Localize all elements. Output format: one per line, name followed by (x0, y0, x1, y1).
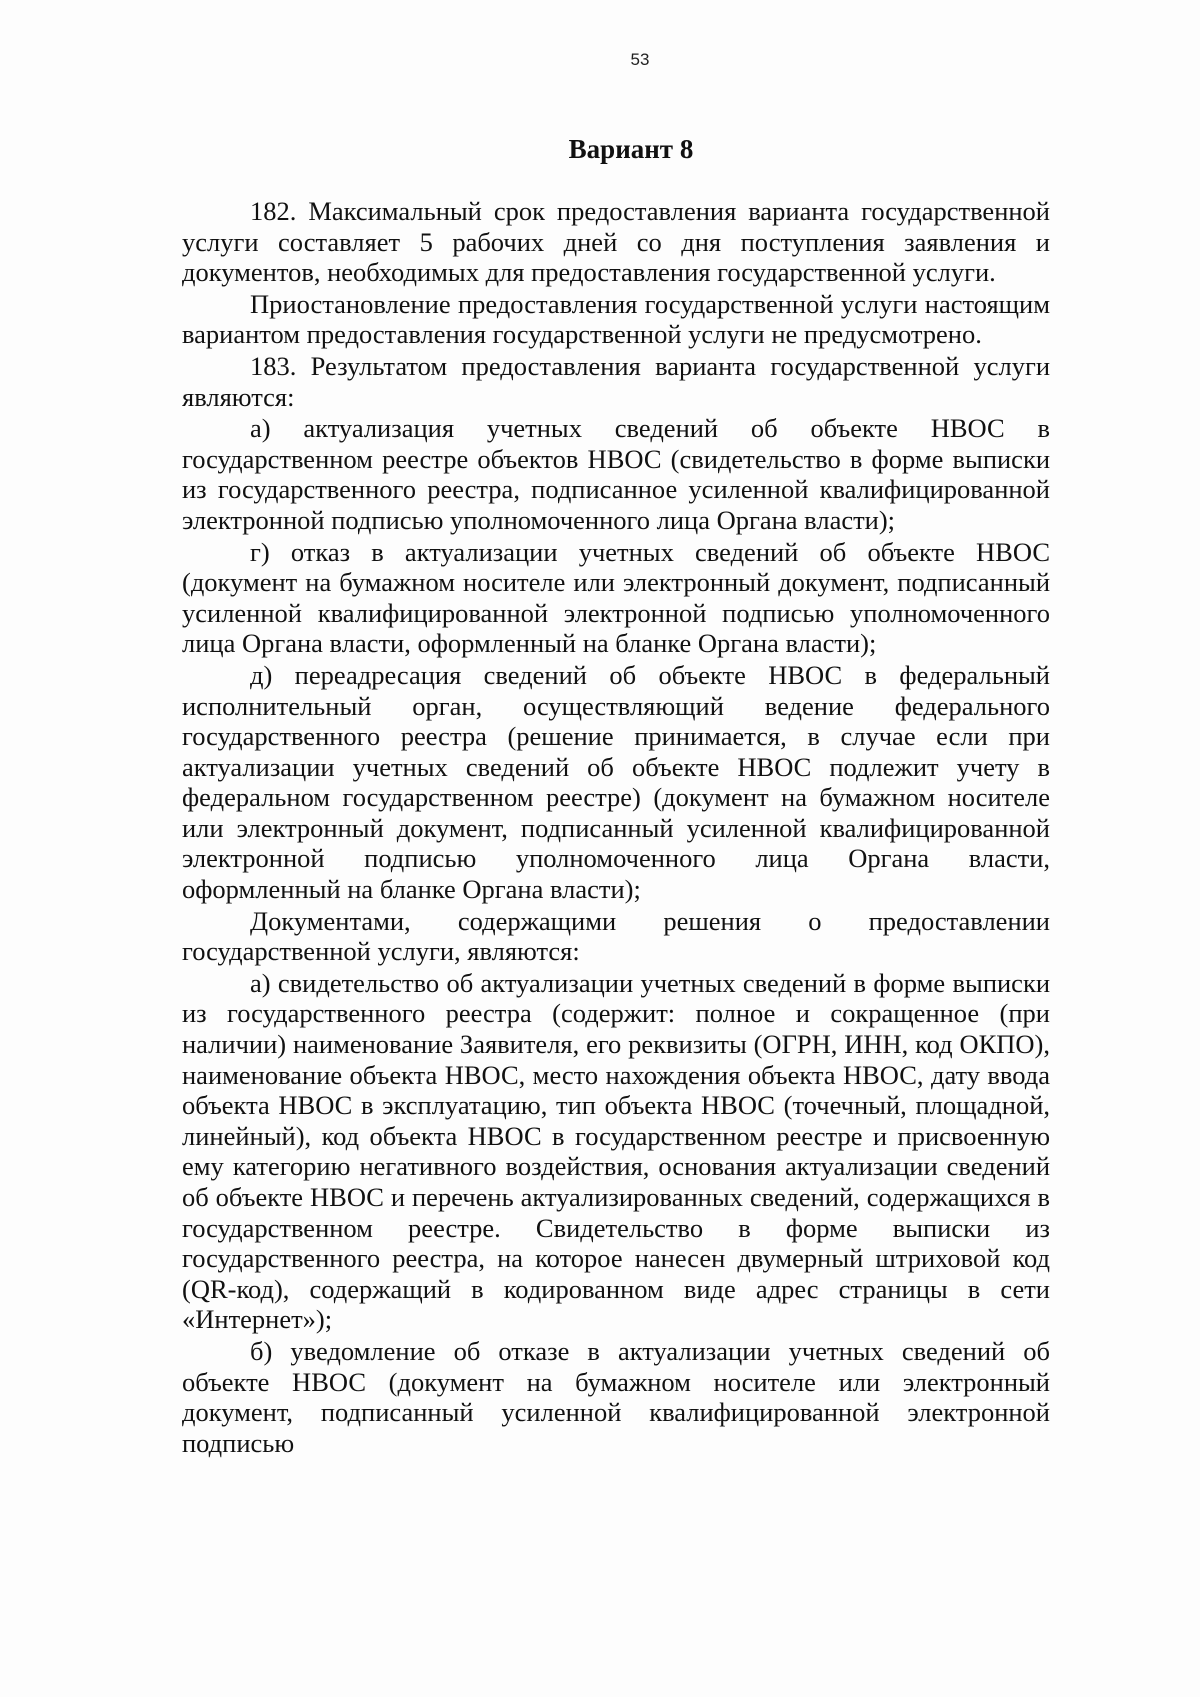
document-body (182, 196, 1050, 1459)
paragraph-result-g: г) отказ в актуализации учетных сведений об объекте НВОС (документ на бумажном носителе или электронный документ, подписанный усиленной квалифицированной электронной подписью уполномоченного лица Органа власти, оформленный на бланке Органа власти); (182, 536, 1050, 659)
section-heading: Вариант 8 (568, 134, 694, 164)
paragraph-result-a: а) актуализация учетных сведений об объекте НВОС в государственном реестре объектов НВОС (свидетельство в форме выписки из государственного реестра, подписанное усиленной квалифицированной электронной подписью уполномоченного лица Органа власти); (182, 413, 1050, 535)
paragraph-documents: Документами, содержащими решения о предоставлении государственной услуги, являются: (182, 905, 1050, 967)
paragraph-document-b: б) уведомление об отказе в актуализации учетных сведений об объекте НВОС (документ на бумажном носителе или электронный документ, подписанный усиленной квалифицированной электронной подписью (182, 1335, 1050, 1458)
paragraph-document-a: а) свидетельство об актуализации учетных сведений в форме выписки из государственного реестра (содержит: полное и сокращенное (при наличии) наименование Заявителя, его реквизиты (ОГРН, ИНН, код ОКПО), наименование объекта НВОС, место нахождения объекта НВОС, дату ввода объекта НВОС в эксплуатацию, тип объекта НВОС (точечный, площадной, линейный), код объекта НВОС в государственном реестре и присвоенную ему категорию негативного воздействия, основания актуализации сведений об объекте НВОС и перечень актуализированных сведений, содержащихся в государственном реестре. Свидетельство в форме выписки из государственного реестра, на которое нанесен двумерный штриховой код (QR-код), содержащий в кодированном виде адрес страницы в сети «Интернет»); (182, 967, 1050, 1335)
paragraph-182: 182. Максимальный срок предоставления варианта государственной услуги составляет 5 рабочих дней со дня поступления заявления и документов, необходимых для предоставления государственной услуги. (182, 196, 1050, 288)
paragraph-suspension: Приостановление предоставления государственной услуги настоящим вариантом предоставления государственной услуги не предусмотрено. (182, 288, 1050, 350)
paragraph-183: 183. Результатом предоставления варианта государственной услуги являются: (182, 350, 1050, 412)
paragraph-result-d: д) переадресация сведений об объекте НВОС в федеральный исполнительный орган, осуществляющий ведение федерального государственного реестра (решение принимается, в случае если при актуализации учетных сведений об объекте НВОС подлежит учету в федеральном государственном реестре) (документ на бумажном носителе или электронный документ, подписанный усиленной квалифицированной электронной подписью уполномоченного лица Органа власти, оформленный на бланке Органа власти); (182, 659, 1050, 905)
page-number: 53 (630, 50, 650, 69)
